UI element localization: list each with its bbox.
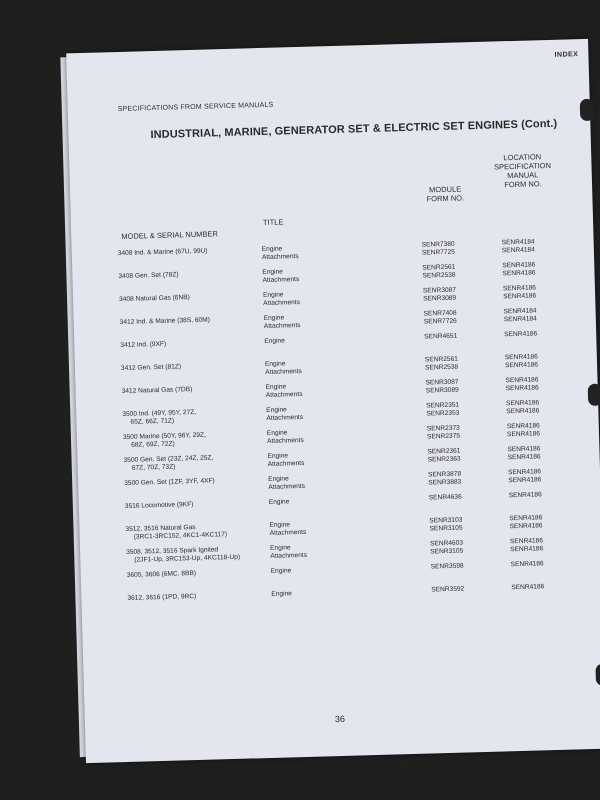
form-no-cell-line: SENR2375 xyxy=(426,432,461,441)
model-cell xyxy=(121,361,281,373)
location-cell-line: SENR4186 xyxy=(506,399,540,408)
form-no-cell-line: SENR3592 xyxy=(431,585,465,594)
column-header-model: MODEL & SERIAL NUMBER xyxy=(121,229,218,241)
location-cell xyxy=(504,330,564,340)
model-cell-line: 67Z, 70Z, 73Z) xyxy=(131,463,176,472)
model-cell xyxy=(122,407,282,427)
title-cell-line: Engine xyxy=(269,521,291,529)
location-cell-line: SENR4186 xyxy=(510,545,544,554)
title-cell-line: Attachments xyxy=(265,367,302,376)
location-cell xyxy=(505,353,565,371)
model-cell xyxy=(123,430,283,450)
title-cell xyxy=(269,520,339,538)
title-cell xyxy=(269,497,339,507)
location-cell-line: SENR4186 xyxy=(504,353,538,362)
location-cell xyxy=(509,514,569,532)
title-cell-line: Engine xyxy=(268,498,290,506)
title-cell-line: Engine xyxy=(269,544,291,552)
location-cell-line: SENR4186 xyxy=(510,560,544,569)
form-no-cell-line: SENR7725 xyxy=(421,248,455,257)
form-no-cell-line: SENR3087 xyxy=(422,286,457,295)
table-row xyxy=(81,582,600,602)
table-row xyxy=(72,260,594,285)
model-cell-line: 3412 Natural Gas (7DB) xyxy=(121,386,193,396)
form-no-cell-line: SENR3878 xyxy=(428,470,462,479)
title-cell-line: Attachments xyxy=(270,551,308,560)
model-cell-line: 3516 Locomotive (9KF) xyxy=(124,501,194,510)
form-no-cell-line: SENR2363 xyxy=(427,455,461,464)
form-no-cell-line: SENR3089 xyxy=(425,386,459,395)
title-cell-line: Engine xyxy=(266,406,287,414)
form-no-cell-line: SENR3598 xyxy=(430,562,464,571)
location-cell-line: SENR4186 xyxy=(511,583,545,592)
form-no-cell-line: SENR7408 xyxy=(423,309,457,318)
location-cell xyxy=(510,537,570,555)
location-cell-line: SENR4184 xyxy=(501,238,535,247)
form-no-cell xyxy=(425,355,485,373)
form-no-cell-line: SENR3883 xyxy=(428,478,462,487)
model-cell-line: (3RC1-3RC152, 4KC1-4KC117) xyxy=(133,531,228,541)
title-cell-line: Attachments xyxy=(266,413,304,422)
location-cell xyxy=(503,284,563,302)
title-cell-line: Engine xyxy=(268,475,289,483)
title-cell-line: Attachments xyxy=(269,528,307,537)
model-cell xyxy=(127,567,287,579)
title-cell xyxy=(264,336,334,346)
location-cell-line: SENR4186 xyxy=(507,445,541,454)
model-cell-line: 3408 Natural Gas (6NB) xyxy=(118,294,190,304)
title-cell xyxy=(270,543,340,561)
title-cell xyxy=(266,405,336,423)
document-page xyxy=(66,39,600,763)
location-cell xyxy=(509,491,569,501)
form-no-cell-line: SENR2353 xyxy=(426,409,460,418)
table-row xyxy=(74,306,596,331)
form-no-cell xyxy=(422,240,482,258)
form-no-cell-line: SENR2538 xyxy=(422,271,456,280)
title-cell-line: Engine xyxy=(262,268,284,277)
form-no-cell-line: SENR2351 xyxy=(426,401,460,410)
model-cell-line: 3500 Gen. Set (1ZF, 3YF, 4XF) xyxy=(124,477,215,487)
location-cell-line: SENR4186 xyxy=(506,407,540,416)
location-cell xyxy=(502,261,562,279)
form-no-cell xyxy=(427,424,487,442)
title-cell xyxy=(265,382,335,400)
title-cell xyxy=(263,290,333,308)
location-cell-line: SENR4186 xyxy=(502,261,536,270)
model-cell xyxy=(118,246,278,258)
location-header-line: LOCATION xyxy=(503,152,542,163)
form-no-cell-line: SENR3105 xyxy=(430,547,464,556)
location-cell-line: SENR4184 xyxy=(503,315,537,324)
title-cell-line: Engine xyxy=(270,567,292,575)
location-cell-line: SENR4186 xyxy=(504,361,539,370)
location-cell-line: SENR4186 xyxy=(508,476,542,485)
model-cell xyxy=(125,521,285,541)
title-cell xyxy=(262,244,332,262)
location-cell-line: SENR4186 xyxy=(509,522,543,531)
location-cell xyxy=(506,399,566,417)
model-cell xyxy=(126,544,286,564)
model-cell xyxy=(120,315,280,327)
model-cell-line: 65Z, 66Z, 71Z) xyxy=(130,417,175,426)
model-cell-line: (2JF1-Up, 3RC153-Up, 4KC118-Up) xyxy=(134,553,241,564)
table-row xyxy=(74,329,596,350)
form-no-cell xyxy=(426,401,486,419)
model-cell xyxy=(119,292,279,304)
form-no-cell xyxy=(428,470,488,488)
spec-table xyxy=(66,39,600,763)
model-cell xyxy=(127,590,287,602)
location-cell xyxy=(502,238,562,256)
table-row xyxy=(76,398,598,426)
model-cell-line: 3612, 3616 (1PD, 9RC) xyxy=(127,593,197,602)
form-no-cell xyxy=(422,263,482,281)
column-header-title: TITLE xyxy=(262,217,284,227)
form-no-cell-line: SENR2361 xyxy=(427,447,461,456)
model-cell-line: 3508, 3512, 3516 Spark Ignited xyxy=(126,546,219,556)
title-cell-line: Engine xyxy=(263,314,285,323)
form-no-cell-line: SENR3103 xyxy=(429,516,463,525)
model-cell xyxy=(124,476,284,488)
form-no-cell xyxy=(425,378,485,396)
model-cell xyxy=(125,498,285,510)
location-cell-line: SENR4186 xyxy=(505,384,539,393)
form-no-cell-line: SENR3087 xyxy=(425,378,459,387)
table-row xyxy=(73,283,595,308)
location-header-line: MANUAL xyxy=(507,170,539,181)
location-cell xyxy=(511,583,571,593)
form-no-cell-line: SENR2561 xyxy=(424,355,458,364)
title-cell xyxy=(265,359,335,377)
form-no-cell xyxy=(431,585,491,595)
form-no-cell-line: SENR7726 xyxy=(423,317,457,326)
location-cell-line: SENR4186 xyxy=(508,491,542,500)
model-cell-line: 3412 Ind. (9XF) xyxy=(120,340,167,350)
location-cell xyxy=(507,422,567,440)
model-cell-line: 3512, 3516 Natural Gas xyxy=(125,524,196,533)
form-no-cell-line: SENR2538 xyxy=(425,363,459,372)
location-cell-line: SENR4186 xyxy=(504,330,538,339)
model-cell-line: 3500 Marine (50Y, 96Y, 29Z, xyxy=(122,431,206,441)
form-no-cell-line: SENR2373 xyxy=(426,424,460,433)
model-cell-line: 68Z, 69Z, 72Z) xyxy=(131,440,175,449)
location-cell-line: SENR4186 xyxy=(502,269,536,278)
model-cell xyxy=(123,453,283,473)
page-number: 36 xyxy=(334,713,346,725)
form-no-cell-line: SENR4651 xyxy=(424,332,458,341)
table-row xyxy=(75,352,597,376)
form-no-cell xyxy=(424,309,484,327)
page-title: INDUSTRIAL, MARINE, GENERATOR SET & ELECTRIC SET ENGINES (Cont.) xyxy=(150,117,558,142)
form-no-cell xyxy=(429,516,489,534)
title-cell-line: Engine xyxy=(264,360,286,368)
location-cell-line: SENR4186 xyxy=(509,514,543,523)
form-no-cell xyxy=(429,493,489,503)
location-cell-line: SENR4186 xyxy=(505,376,539,385)
title-cell-line: Attachments xyxy=(262,276,300,285)
title-cell-line: Attachments xyxy=(268,482,306,491)
location-header-line: SPECIFICATION xyxy=(493,160,552,172)
location-cell-line: SENR4186 xyxy=(507,453,541,462)
title-cell-line: Engine xyxy=(265,383,287,391)
location-cell xyxy=(508,468,568,486)
form-no-cell-line: SENR7380 xyxy=(421,240,455,249)
title-cell-line: Attachments xyxy=(265,390,303,399)
location-cell-line: SENR4186 xyxy=(507,468,542,477)
location-header-line: FORM NO. xyxy=(504,179,542,190)
title-cell xyxy=(271,589,341,599)
title-cell xyxy=(262,267,332,285)
table-row xyxy=(76,375,598,399)
form-no-cell xyxy=(431,562,491,572)
location-cell-line: SENR4186 xyxy=(506,430,541,439)
table-row xyxy=(72,237,594,262)
location-cell xyxy=(505,376,565,394)
form-no-cell-line: SENR2561 xyxy=(422,263,456,272)
title-cell-line: Engine xyxy=(271,590,293,598)
model-cell-line: 3412 Ind. & Marine (38S, 60M) xyxy=(119,316,210,327)
form-no-cell-line: SENR3089 xyxy=(423,294,457,303)
model-cell xyxy=(118,269,278,281)
title-cell xyxy=(271,566,341,576)
module-form-line: FORM NO. xyxy=(426,193,465,204)
location-cell-line: SENR4186 xyxy=(502,284,537,293)
model-cell xyxy=(120,338,280,350)
title-cell-line: Attachments xyxy=(263,321,301,331)
title-cell-line: Attachments xyxy=(263,298,300,308)
title-cell xyxy=(267,428,337,446)
form-no-cell xyxy=(430,539,490,557)
form-no-cell-line: SENR4603 xyxy=(429,539,464,548)
location-cell-line: SENR4184 xyxy=(503,307,537,316)
location-cell-line: SENR4186 xyxy=(506,422,540,431)
index-tab-label: INDEX xyxy=(554,51,579,59)
title-cell-line: Engine xyxy=(266,429,288,437)
title-cell-line: Engine xyxy=(267,452,289,460)
title-cell xyxy=(268,474,338,492)
model-cell-line: 3412 Gen. Set (81Z) xyxy=(120,363,182,373)
title-cell-line: Engine xyxy=(264,337,285,346)
title-cell xyxy=(264,313,334,331)
form-no-cell-line: SENR3105 xyxy=(429,524,463,533)
title-cell xyxy=(267,451,337,469)
title-cell-line: Attachments xyxy=(267,436,304,445)
title-cell-line: Engine xyxy=(261,245,283,254)
page-header: SPECIFICATIONS FROM SERVICE MANUALS xyxy=(117,101,274,114)
form-no-cell xyxy=(424,332,484,342)
model-cell-line: 3500 Ind. (49Y, 95Y, 27Z, xyxy=(122,408,197,418)
title-cell-line: Attachments xyxy=(261,253,299,262)
model-cell-line: 3408 Gen. Set (78Z) xyxy=(118,271,179,281)
title-cell-line: Engine xyxy=(262,291,284,300)
model-cell-line: 3408 Ind. & Marine (67U, 99U) xyxy=(117,247,208,258)
location-cell-line: SENR4186 xyxy=(503,292,537,301)
module-form-line: MODULE xyxy=(428,184,462,195)
form-no-cell xyxy=(423,286,483,304)
location-cell xyxy=(507,445,567,463)
location-cell-line: SENR4186 xyxy=(509,537,544,546)
form-no-cell-line: SENR4636 xyxy=(428,493,462,502)
location-cell xyxy=(503,307,563,325)
location-cell-line: SENR4184 xyxy=(501,246,535,255)
location-cell xyxy=(511,560,571,570)
form-no-cell xyxy=(427,447,487,465)
table-row xyxy=(79,490,600,510)
table-row xyxy=(79,513,600,541)
model-cell-line: 3500 Gen. Set (23Z, 24Z, 25Z, xyxy=(123,454,214,464)
model-cell xyxy=(122,384,282,396)
model-cell-line: 3605, 3606 (6MC, 8BB) xyxy=(126,570,197,579)
title-cell-line: Attachments xyxy=(267,459,305,468)
